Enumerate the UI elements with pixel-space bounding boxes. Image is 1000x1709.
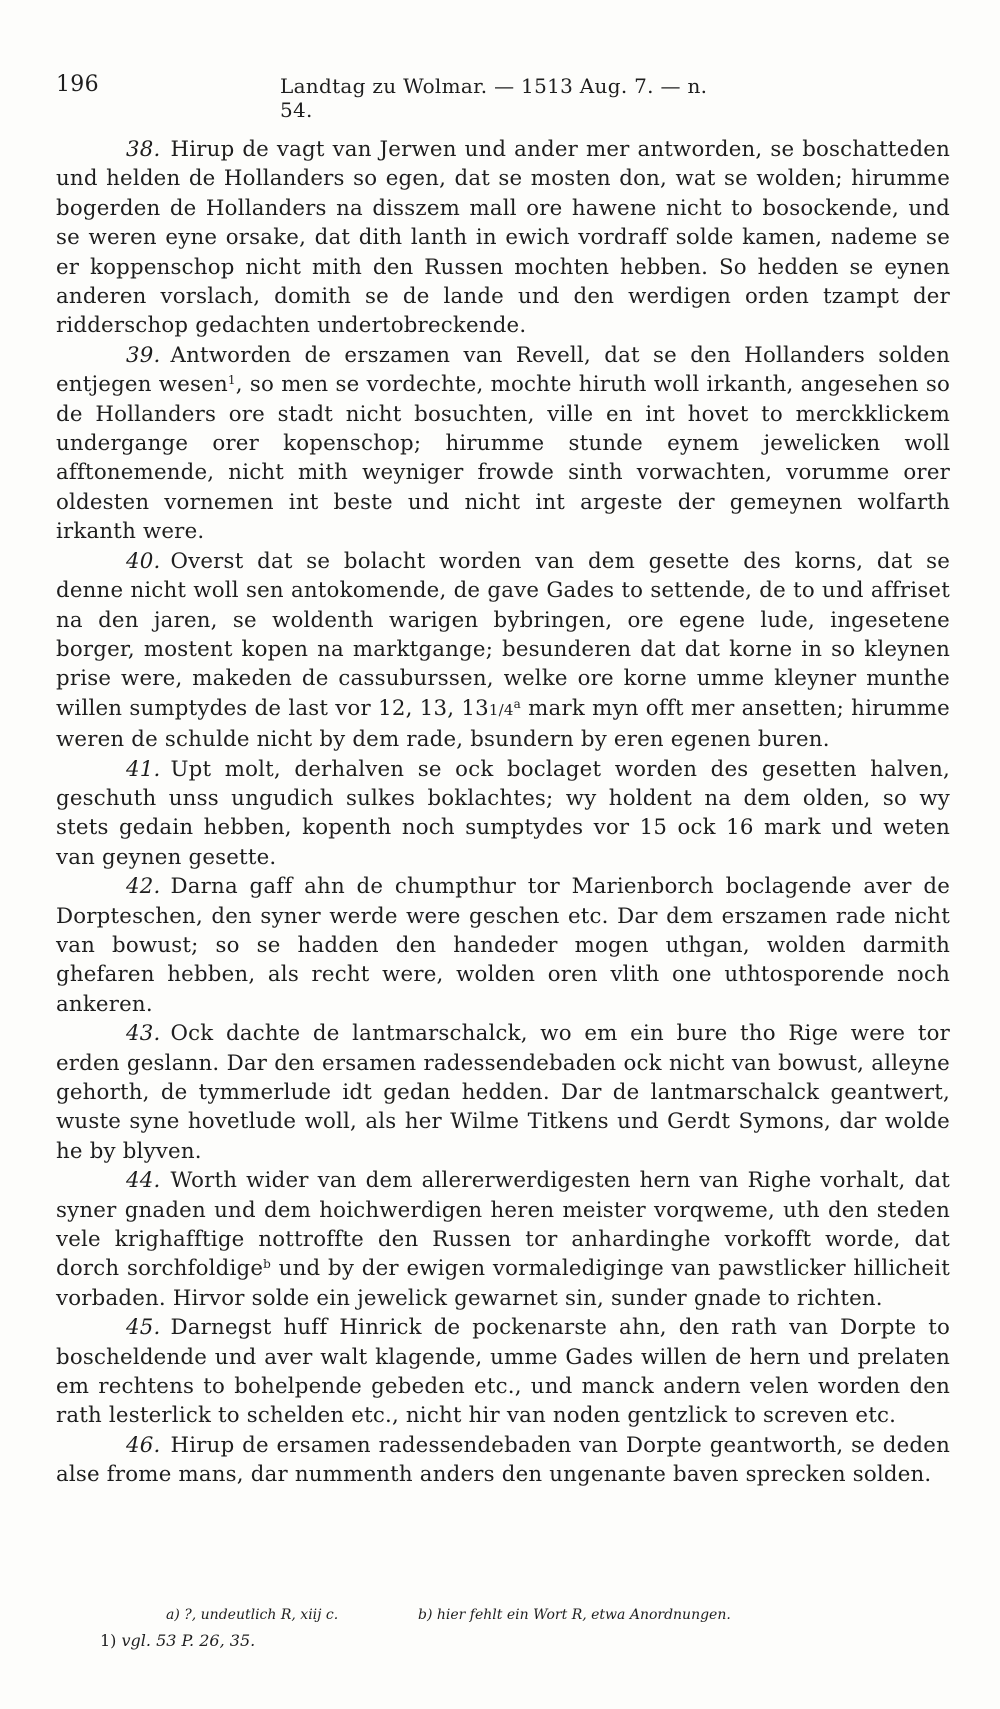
paragraph-number: 44. [126, 1168, 161, 1194]
paragraph-text: Darna gaff ahn de chumpthur tor Marienborch boclagende aver de Dorpteschen, den syner werde were geschen etc. Dar dem erszamen rade nicht van bowust; so se hadden den handeder mogen uthgan, wolden darmith ghefaren hebben, als recht were, wolden oren vlith one uthtosporende noch ankeren. [56, 874, 950, 1017]
paragraph-number: 46. [126, 1432, 161, 1458]
footnote-marker: 1) [100, 1631, 117, 1650]
paragraph-42 [56, 872, 950, 1019]
textual-notes [100, 1605, 860, 1627]
paragraph-number: 45. [126, 1315, 161, 1341]
paragraph-text: Overst dat se bolacht worden van dem gesette des korns, dat se denne nicht woll sen antokomende, de gave Gades to settende, de to und affriset na den jaren, se woldenth warigen bybringen, ore egene lude, ingesetene borger, mostent kopen na marktgange; besunderen dat dat korne in so kleynen prise were, makeden de cassuburssen, welke ore korne umme kleyner munthe willen sumptydes de last vor 12, 13, 13 [56, 548, 950, 721]
paragraph-45 [56, 1313, 950, 1431]
paragraph-number: 42. [126, 874, 161, 900]
paragraph-46 [56, 1431, 950, 1490]
paragraph-text: Upt molt, derhalven se ock boclaget worden des gesetten halven, geschuth unss ungudich sulkes boklachtes; wy holdent na dem olden, so wy stets gedain hebben, kopenth noch sumptydes vor 15 ock 16 mark und weten van geynen gesette. [56, 756, 950, 870]
paragraph-text: Ock dachte de lantmarschalck, wo em ein bure tho Rige were tor erden geslann. Dar den ersamen radessendebaden ock nicht van bowust, alleyne gehorth, de tymmerlude idt gedan hedden. Dar de lantmarschalck geantwert, wuste syne hovetlude woll, als her Wilme Titkens und Gerdt Symons, dar wolde he by blyven. [56, 1021, 950, 1164]
paragraph-text: und by der ewigen vormalediginge van pawstlicker hillicheit vorbaden. Hirvor solde ein jewelick gewarnet sin, sunder gnade to richten. [56, 1256, 951, 1311]
page-header [56, 68, 746, 122]
paragraph-40 [56, 547, 950, 755]
running-title: Landtag zu Wolmar. — 1513 Aug. 7. — n. 54. [280, 74, 708, 122]
paragraph-number: 41. [126, 756, 161, 782]
paragraph-39 [56, 341, 950, 547]
footnote-ref-1: 1 [227, 373, 236, 388]
main-text [56, 135, 950, 1490]
paragraph-text: mark myn offt mer ansetten; hirumme weren de schulde nicht by dem rade, bsundern by eren egenen buren. [56, 695, 950, 753]
paragraph-number: 39. [126, 342, 161, 368]
fraction: 1/4 [488, 700, 514, 719]
paragraph-text: Antworden de erszamen van Revell, dat se den Hollanders solden entjegen wesen [56, 342, 950, 398]
paragraph-41 [56, 755, 950, 873]
paragraph-43 [56, 1019, 950, 1166]
paragraph-text: , so men se vordechte, mochte hiruth woll irkanth, angesehen so de Hollanders ore stadt nicht bosuchten, ville en int hovet to merckklickem undergange orer kopenschop; hirumme stunde eynem jewelicken woll afftonemende, nicht mith weyniger frowde sinth vorwachten, vorumme orer oldesten vornemen int beste und nicht int argeste der gemeynen wolfarth irkanth were. [56, 372, 950, 545]
page-number: 196 [56, 72, 99, 97]
paragraph-text: Darnegst huff Hinrick de pockenarste ahn, den rath van Dorpte to boscheldende und aver walt klagende, umme Gades willen de hern und prelaten em rechtens to bohelpende gebeden etc., und manck andern velen worden den rath lesterlick to schelden etc., nicht hir van noden gentzlick to screven etc. [56, 1315, 950, 1429]
paragraph-38 [56, 135, 950, 341]
footnotes [100, 1605, 860, 1650]
paragraph-44 [56, 1166, 950, 1313]
footnote-text: vgl. 53 P. 26, 35. [121, 1631, 256, 1650]
paragraph-text: Hirup de vagt van Jerwen und ander mer antworden, se boschatteden und helden de Hollanders so egen, dat se mosten don, wat se wolden; hirumme bogerden de Hollanders na disszem mall ore hawene nicht to bosockende, und se weren eyne orsake, dat dith lanth in ewich vordraff solde kamen, nademe se er koppenschop nicht mith den Russen mochten hebben. So hedden se eynen anderen vorslach, domith se de lande und den werdigen orden tzampt der ridderschop gedachten undertobreckende. [56, 137, 950, 339]
paragraph-text: Hirup de ersamen radessendebaden van Dorpte geantworth, se deden alse frome mans, dar nummenth anders den ungenante baven sprecken solden. [56, 1432, 950, 1488]
paragraph-number: 40. [126, 548, 161, 574]
footnote-a: a) ?, undeutlich R, xiij c. [166, 1607, 339, 1623]
paragraph-text: Worth wider van dem allererwerdigesten hern van Righe vorhalt, dat syner gnaden und dem hoichwerdigen heren meister vorqweme, uth den steden vele krighafftige nottroffte den Russen tor anhardinghe vorkofft worde, dat dorch sorchfoldige [56, 1168, 950, 1282]
paragraph-number: 43. [126, 1021, 161, 1047]
footnote-b: b) hier fehlt ein Wort R, etwa Anordnungen. [418, 1607, 731, 1623]
footnote-ref-b: b [263, 1257, 272, 1272]
footnote-1 [100, 1631, 255, 1651]
paragraph-number: 38. [126, 137, 161, 162]
footnote-ref-a: a [513, 696, 521, 711]
